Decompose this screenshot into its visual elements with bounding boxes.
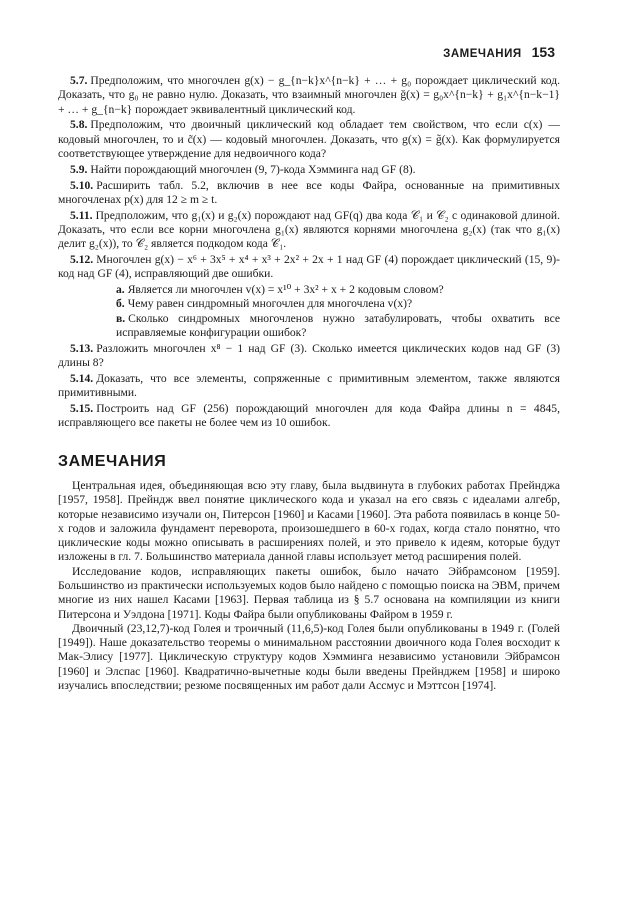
exercise-5-12: [58, 253, 560, 282]
item-label: в.: [116, 311, 126, 325]
notes-paragraph: Исследование кодов, исправляющих пакеты ошибок, было начато Эйбрамсоном [1959]. Большинство из практически используемых кодов было найдено с помощью поиска на ЭВМ, причем многие из них нашел Касами [1963]. Первая таблица из § 5.7 основана на компиляции из книги Питерсона и Уэлдона [1971]. Коды Файра были опубликованы Файром в 1959 г.: [58, 564, 560, 621]
exercise-number: 5.14.: [70, 371, 94, 385]
item-text: Сколько синдромных многочленов нужно затабулировать, чтобы охватить все исправляемые конфигурации ошибок?: [116, 311, 560, 340]
running-title: ЗАМЕЧАНИЯ: [443, 48, 522, 60]
exercise-text: Найти порождающий многочлен (9, 7)-кода Хэмминга над GF (8).: [90, 162, 416, 176]
exercise-text: Построить над GF (256) порождающий многочлен для кода Файра длины n = 4845, исправляющего все пакеты не более чем из 10 ошибок.: [58, 402, 560, 430]
exercise-number: 5.7.: [70, 74, 88, 87]
exercise-number: 5.10.: [70, 178, 94, 192]
section-title: ЗАМЕЧАНИЯ: [58, 452, 167, 470]
exercise-number: 5.15.: [70, 402, 94, 416]
exercise-5-13: [58, 342, 560, 371]
item-label: б.: [116, 297, 125, 311]
exercise-5-9: [58, 163, 560, 177]
exercise-5-11: [58, 209, 560, 252]
item-text: Чему равен синдромный многочлен для многочлена v(x)?: [127, 297, 413, 311]
exercise-5-12-item-a: [58, 283, 560, 297]
page-number: 153: [531, 44, 555, 60]
exercise-5-10: [58, 179, 560, 208]
notes-paragraph: Центральная идея, объединяющая всю эту главу, была выдвинута в глубоких работах Прейнджа [1957, 1958]. Прейндж ввел понятие циклического кода и указал на его связь с идеалами алгебр, которые независимо изучали он, Питерсон [1960] и Касами [1960]. Эта работа появилась в конце 50-х годов и заложила фундамент переворота, произошедшего в 60-х годах, когда стало понятно, что циклические коды можно описывать в расширениях полей, и это привело к идеям, которые будут изложены в гл. 7. Большинство материала данной главы использует метод расширения полей.: [58, 478, 560, 564]
exercise-text: Доказать, что все элементы, сопряженные с примитивным элементом, также являются примитивными.: [58, 371, 560, 400]
exercise-text: Предположим, что многочлен g(x) − g_{n−k}x^{n−k} + … + g₀ порождает циклический код. Доказать, что g₀ не равно нулю. Доказать, что взаимный многочлен ğ(x) = g₀x^{n−k} + g₁x^{n−k−1} + … + g_{n−k} порождает эквивалентный циклический код.: [58, 74, 560, 116]
exercise-5-7: [58, 74, 560, 117]
exercise-number: 5.12.: [70, 253, 94, 267]
running-head: [443, 44, 555, 60]
exercise-text: Предположим, что g₁(x) и g₂(x) порождают над GF(q) два кода 𝒞₁ и 𝒞₂ с одинаковой длиной. Доказать, что если все корни многочлена g₁(x) являются корнями многочлена g₂(x) (так что g₁(x) делит g₂(x)), то 𝒞₂ является подкодом кода 𝒞₁.: [58, 208, 560, 251]
exercise-5-12-item-b: [58, 297, 560, 311]
exercise-number: 5.11.: [70, 208, 93, 222]
page-body: [58, 74, 560, 693]
exercise-text: Предположим, что двоичный циклический код обладает тем свойством, что если c(x) — кодовый многочлен, то и c̃(x) — кодовый многочлен. Доказать, что g(x) = g̃(x). Как формулируется соответствующее утверждение для недвоичного кода?: [58, 118, 560, 160]
exercise-5-12-item-c: [58, 312, 560, 341]
item-label: а.: [116, 283, 125, 297]
exercise-text: Расширить табл. 5.2, включив в нее все коды Файра, основанные на примитивных многочленах p(x) для 12 ≥ m ≥ t.: [58, 178, 560, 206]
exercise-text: Многочлен g(x) − x⁶ + 3x⁵ + x⁴ + x³ + 2x² + 2x + 1 над GF (4) порождает циклический (15, 9)-код над GF (4), исправляющий две ошибки.: [58, 253, 560, 281]
exercise-5-15: [58, 402, 560, 431]
exercise-5-14: [58, 372, 560, 401]
exercise-number: 5.13.: [70, 341, 94, 355]
item-text: Является ли многочлен v(x) = x¹⁰ + 3x² + x + 2 кодовым словом?: [127, 283, 444, 297]
exercise-5-8: [58, 118, 560, 161]
notes-paragraph: Двоичный (23,12,7)-код Голея и троичный (11,6,5)-код Голея были опубликованы в 1949 г. (Голей [1949]). Наше доказательство теоремы о минимальном расстоянии двоичного кода Голея восходит к Мак-Элису [1977]. Циклическую структуру кодов Хэмминга независимо установили Эйбрамсон [1960] и Элспас [1960]. Квадратично-вычетные коды были введены Прейнджем [1958] и широко изучались впоследствии; резюме посвященных им работ дали Ассмус и Мэттсон [1974].: [58, 621, 560, 693]
exercise-number: 5.9.: [70, 162, 88, 176]
exercise-number: 5.8.: [70, 118, 88, 132]
exercise-text: Разложить многочлен x⁸ − 1 над GF (3). Сколько имеется циклических кодов над GF (3) длины 8?: [58, 341, 560, 370]
